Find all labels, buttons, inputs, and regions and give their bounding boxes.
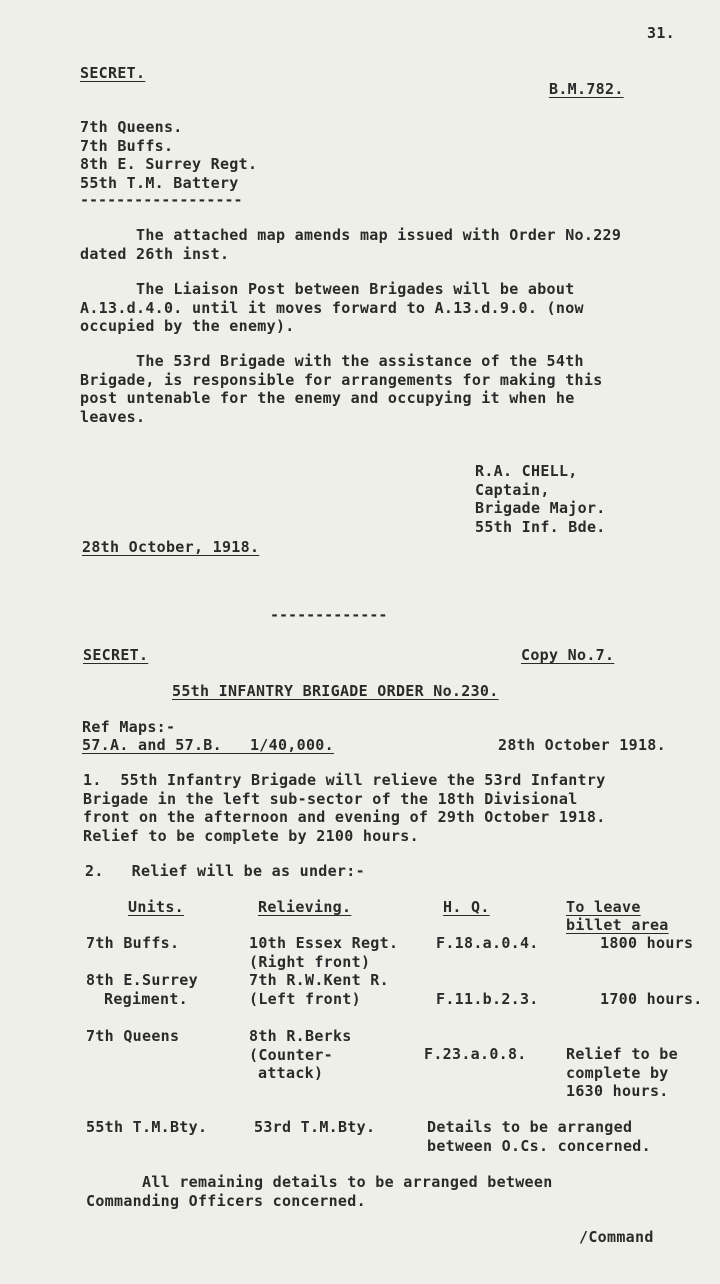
leave-line: Relief to be: [566, 1045, 678, 1063]
unit-line: Regiment.: [104, 989, 188, 1008]
row-4-relieving: 53rd T.M.Bty.: [254, 1118, 376, 1136]
item-text: Relief to be complete by 2100 hours.: [83, 826, 419, 845]
continuation-marker: /Command: [579, 1228, 654, 1246]
row-2-hq: F.11.b.2.3.: [436, 990, 539, 1008]
row-1-relieving: [249, 934, 398, 971]
memo-paragraph-1: [80, 226, 621, 263]
memo-reference: B.M.782.: [549, 80, 624, 98]
memo-date: 28th October, 1918.: [82, 538, 260, 556]
paragraph-line: The attached map amends map issued with Order No.229: [136, 226, 622, 244]
relieving-line: 10th Essex Regt.: [249, 934, 399, 952]
addressee: 8th E. Surrey Regt.: [80, 155, 258, 173]
order-date: 28th October 1918.: [498, 736, 666, 754]
memo-paragraph-3: [80, 352, 603, 426]
row-1-leave: 1800 hours: [600, 934, 694, 952]
signature-line: R.A. CHELL,: [475, 462, 578, 480]
signature-line: Brigade Major.: [475, 499, 606, 517]
order-item-1: [83, 771, 606, 845]
leave-line: between O.Cs. concerned.: [427, 1136, 651, 1155]
relieving-line: 8th R.Berks: [249, 1027, 352, 1045]
ref-maps: 57.A. and 57.B. 1/40,000.: [82, 736, 334, 754]
item-number: 1.: [83, 771, 102, 789]
table-header-hq: H. Q.: [443, 898, 490, 916]
row-3-relieving: [249, 1027, 352, 1083]
item-number: 2.: [85, 862, 104, 880]
row-3-leave: [566, 1045, 678, 1101]
addressee: 7th Queens.: [80, 118, 183, 136]
item-text: Relief will be as under:-: [131, 862, 365, 880]
order-copy-number: Copy No.7.: [521, 646, 615, 664]
row-3-unit: 7th Queens: [86, 1027, 180, 1045]
item-text: Brigade in the left sub-sector of the 18th Divisional: [83, 789, 578, 808]
memo-paragraph-2: [80, 280, 584, 336]
table-header-units: Units.: [128, 898, 184, 916]
row-4-leave: [427, 1118, 651, 1155]
relieving-line: 7th R.W.Kent R.: [249, 971, 389, 989]
row-3-hq: F.23.a.0.8.: [424, 1045, 527, 1063]
relieving-line: (Right front): [249, 952, 371, 971]
addressee-separator: ------------------: [80, 191, 243, 209]
signature-line: Captain,: [475, 480, 550, 499]
item-1-line-1: [83, 771, 606, 790]
page-number: 31.: [647, 24, 675, 42]
paragraph-line: occupied by the enemy).: [80, 317, 295, 335]
closing-line: All remaining details to be arranged between: [142, 1173, 553, 1191]
row-1-hq: F.18.a.0.4.: [436, 934, 539, 952]
memo-addressees: [80, 118, 257, 192]
paragraph-line: The 53rd Brigade with the assistance of the 54th: [136, 352, 584, 370]
leave-line: 1630 hours.: [566, 1082, 669, 1100]
relieving-line: (Left front): [249, 989, 361, 1008]
table-header-leave: To leave billet area: [566, 898, 669, 934]
order-classification: SECRET.: [83, 646, 149, 664]
addressee: 55th T.M. Battery: [80, 173, 239, 192]
row-2-relieving: [249, 971, 389, 1008]
ref-maps-label: Ref Maps:-: [82, 718, 176, 736]
unit-line: 8th E.Surrey: [86, 971, 198, 989]
section-divider: -------------: [270, 606, 388, 624]
addressee: 7th Buffs.: [80, 136, 174, 155]
memo-classification: SECRET.: [80, 64, 146, 82]
leave-line: complete by: [566, 1063, 669, 1082]
row-4-unit: 55th T.M.Bty.: [86, 1118, 208, 1136]
paragraph-line: leaves.: [80, 407, 146, 426]
paragraph-line: Brigade, is responsible for arrangements for making this: [80, 370, 603, 389]
paragraph-line: The Liaison Post between Brigades will be about: [136, 280, 575, 298]
item-text: front on the afternoon and evening of 29th October 1918.: [83, 808, 606, 826]
order-title: 55th INFANTRY BRIGADE ORDER No.230.: [172, 682, 499, 700]
relieving-line: (Counter-: [249, 1045, 333, 1064]
item-text: 55th Infantry Brigade will relieve the 53rd Infantry: [120, 771, 606, 789]
order-item-2: [85, 862, 365, 880]
closing-paragraph: [86, 1173, 553, 1210]
paragraph-line: A.13.d.4.0. until it moves forward to A.13.d.9.0. (now: [80, 298, 584, 317]
table-header-relieving: Relieving.: [258, 898, 352, 916]
signature-line: 55th Inf. Bde.: [475, 517, 606, 536]
leave-line: Details to be arranged: [427, 1118, 633, 1136]
row-2-leave: 1700 hours.: [600, 990, 703, 1008]
paragraph-line: post untenable for the enemy and occupying it when he: [80, 389, 575, 407]
closing-line: Commanding Officers concerned.: [86, 1191, 366, 1210]
memo-signature-block: [475, 462, 606, 536]
row-1-unit: 7th Buffs.: [86, 934, 180, 952]
relieving-line: attack): [258, 1064, 324, 1082]
row-2-unit: [86, 971, 198, 1008]
paragraph-line: dated 26th inst.: [80, 244, 230, 263]
